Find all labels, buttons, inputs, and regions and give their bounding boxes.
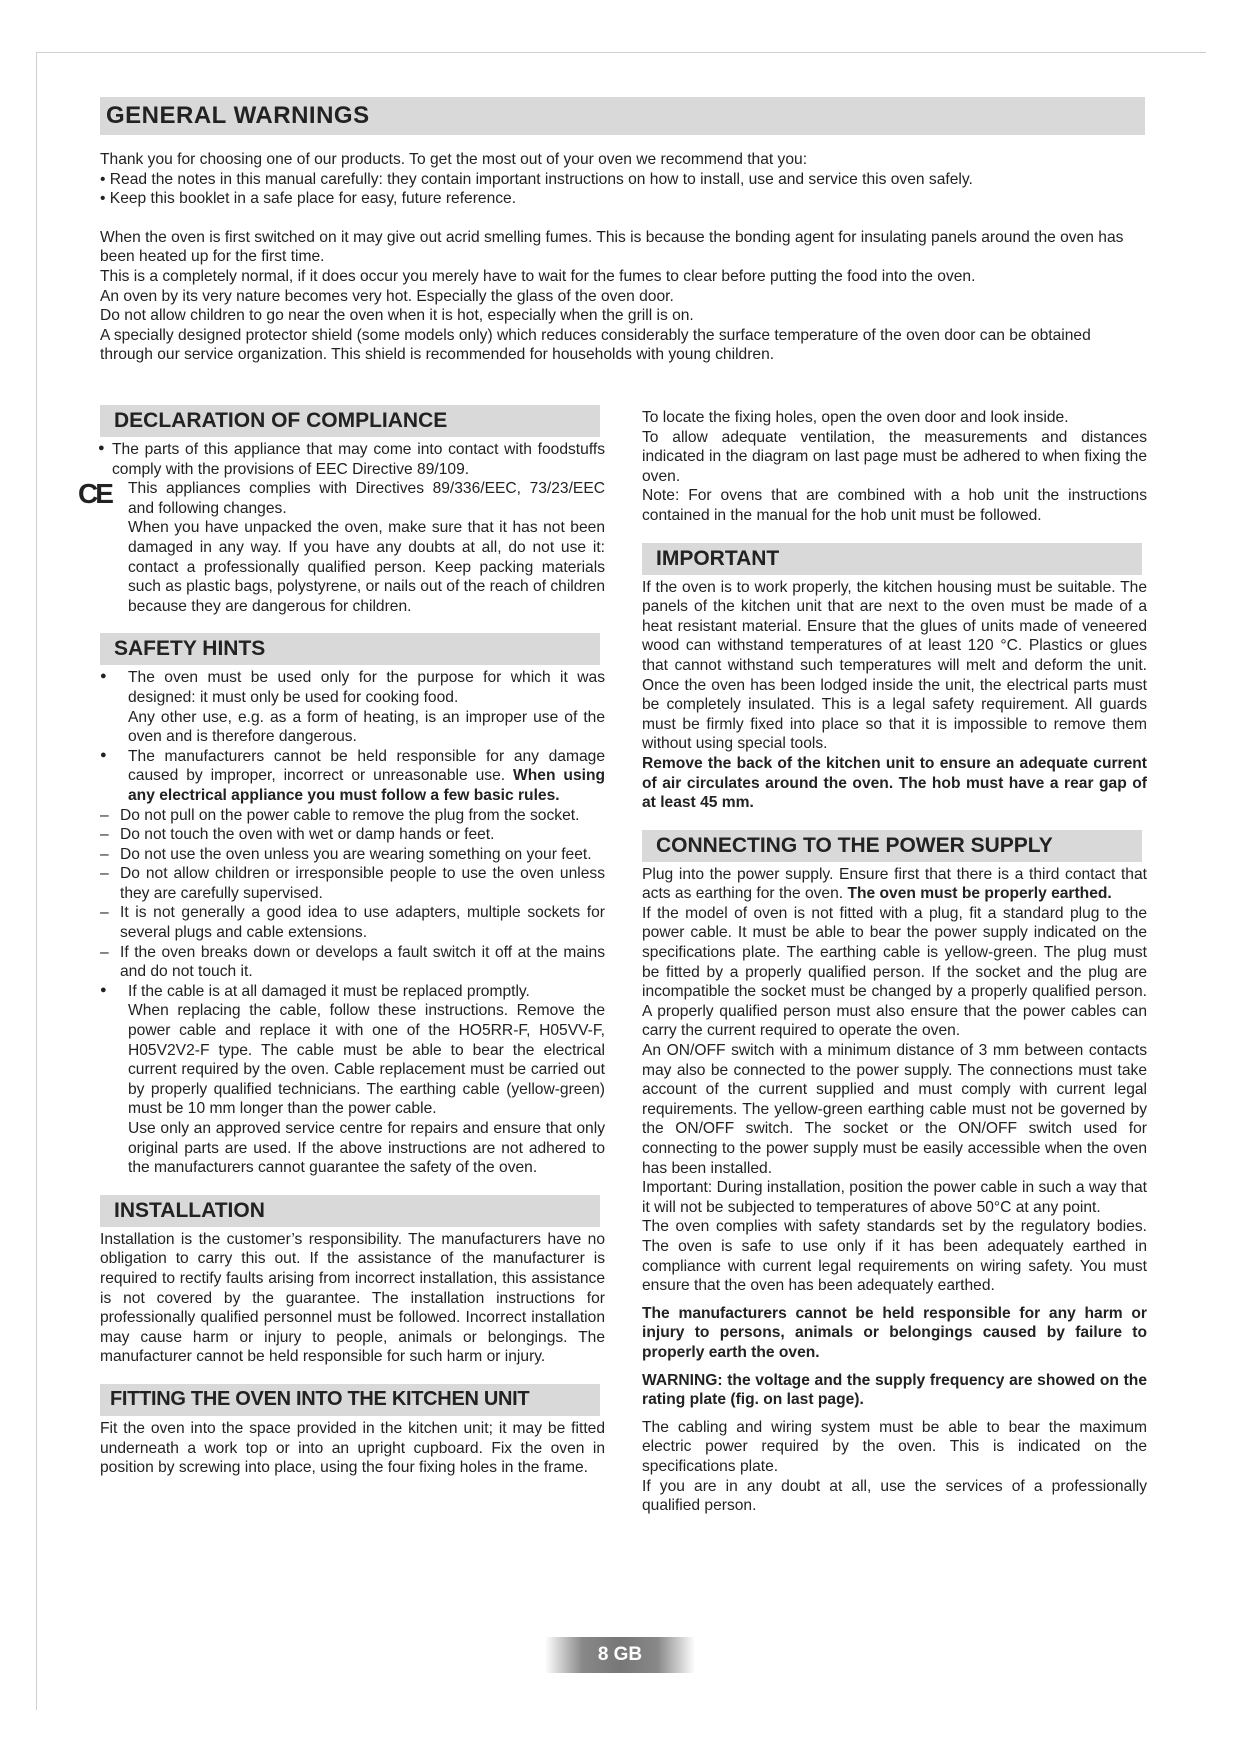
warning-paragraph: A specially designed protector shield (some models only) which reduces considerably the surface temperature of the oven door can be obtained through our service organization. This shield is recommended for households with young children. [100,326,1091,364]
safety-service-centre: Use only an approved service centre for repairs and ensure that only original parts are used. If the above instructions are not adhered to the manufacturers cannot guarantee the safety of the oven. [128,1120,605,1177]
intro-bullet: • Read the notes in this manual carefully: they contain important instructions on how to install, use and service this oven safely. [100,170,973,188]
safety-bullet: ● If the cable is at all damaged it must be replaced promptly. [100,982,605,1002]
installation-text: Installation is the customer’s responsibility. The manufacturers have no obligation to carry this out. If the assistance of the manufacturer is required to rectify faults arising from incorrect installation, this assistance is not covered by the guarantee. The installation instructions for professionally qualified personnel must be followed. Incorrect installation may cause harm or injury to people, animals or belongings. The manufacturer cannot be held responsible for such harm or injury. [100,1230,605,1366]
safety-cable-instructions: When replacing the cable, follow these instructions. Remove the power cable and replace it with one of the HO5RR-F, H05VV-F, H05V2V2-F type. The cable must be able to bear the electrical current required by the oven. Cable replacement must be carried out by properly qualified technicians. The earthing cable (yellow-green) must be 10 mm longer than the power cable. [128,1002,605,1118]
ventilation-text: To allow adequate ventilation, the measurements and distances indicated in the diagram on last page must be adhered to when fixing the oven. [642,428,1147,485]
liability-bold-text: The manufacturers cannot be held responsible for any harm or injury to persons, animals or belongings caused by failure to properly earth the oven. [642,1304,1147,1361]
declaration-heading: DECLARATION OF COMPLIANCE [100,405,600,437]
intro-text: Thank you for choosing one of our products. To get the most out of your oven we recommend that you: [100,151,808,168]
important-text: If the oven is to work properly, the kitchen housing must be suitable. The panels of the kitchen unit that are next to the oven must be made of a heat resistant material. Ensure that the glues of units made of veneered wood can withstand temperatures of at least 120 °C. Plastics or glues that cannot withstand such temperatures will melt and deform the unit. Once the oven has been lodged inside the unit, the electrical parts must be completely insulated. This is a legal safety requirement. All guards must be firmly fixed into place so that it is impossible to remove them without using special tools. [642,578,1147,753]
voltage-warning-text: WARNING: the voltage and the supply frequency are showed on the rating plate (fig. on last page). [642,1371,1147,1409]
safety-subtext: Any other use, e.g. as a form of heating, is an improper use of the oven and is therefore dangerous. [128,708,605,746]
safety-bullet: ● The manufacturers cannot be held responsible for any damage caused by improper, incorrect or unreasonable use. When using any electrical appliance you must follow a few basic rules. [100,747,605,806]
warning-paragraph: This is a completely normal, if it does occur you merely have to wait for the fumes to clear before putting the food into the oven. [100,267,976,285]
power-text: If the model of oven is not fitted with a plug, fit a standard plug to the power cable. It must be able to bear the power supply indicated on the specifications plate. The earthing cable is yellow-green. The plug must be fitted by a properly qualified person. If the socket and the plug are incompatible the socket must be changed by a properly qualified person. A properly qualified person must also ensure that the power cables can carry the current required to operate the oven. [642,904,1147,1040]
power-text: Important: During installation, position the power cable in such a way that it will not be subjected to temperatures of above 50°C at any point. [642,1179,1147,1216]
general-warnings-heading: GENERAL WARNINGS [100,97,1145,135]
general-warnings-body [100,150,1146,365]
fitting-heading: FITTING THE OVEN INTO THE KITCHEN UNIT [100,1384,600,1416]
warning-paragraph: Do not allow children to go near the oven when it is hot, especially when the grill is on. [100,307,694,325]
important-bold-text: Remove the back of the kitchen unit to ensure an adequate current of air circulates around the oven. The hob must have a rear gap of at least 45 mm. [642,754,1147,812]
safety-heading: SAFETY HINTS [100,633,600,665]
power-text: If you are in any doubt at all, use the services of a professionally qualified person. [642,1477,1147,1515]
declaration-directives: This appliances complies with Directives 89/336/EEC, 73/23/EEC and following changes. [128,480,605,517]
fitting-text: Fit the oven into the space provided in the kitchen unit; it may be fitted underneath a work top or into an upright cupboard. Fix the oven in position by screwing into place, using the four fixing holes in the frame. [100,1419,605,1477]
power-supply-heading: CONNECTING TO THE POWER SUPPLY [642,830,1142,862]
declaration-bullet: ● The parts of this appliance that may come into contact with foodstuffs comply with the provisions of EEC Directive 89/109. [100,440,605,479]
installation-heading: INSTALLATION [100,1195,600,1227]
page-frame-top [36,52,1206,53]
important-heading: IMPORTANT [642,543,1142,575]
page-number: 8 GB [545,1637,695,1673]
power-text: The cabling and wiring system must be able to bear the maximum electric power required by the oven. This is indicated on the specifications plate. [642,1418,1147,1475]
safety-rule: – It is not generally a good idea to use adapters, multiple sockets for several plugs and cable extensions. [100,903,605,942]
power-text: The oven complies with safety standards set by the regulatory bodies. The oven is safe to use only if it has been adequately earthed in compliance with current legal requirements on wiring safety. You must ensure that the oven has been adequately earthed. [642,1218,1147,1295]
safety-bullet: ● The oven must be used only for the purpose for which it was designed: it must only be used for cooking food. [100,668,605,707]
safety-rule: – Do not allow children or irresponsible people to use the oven unless they are carefully supervised. [100,864,605,903]
page-frame-left [36,52,37,1710]
safety-rule: – If the oven breaks down or develops a fault switch it off at the mains and do not touch it. [100,943,605,982]
power-text: Plug into the power supply. Ensure first that there is a third contact that acts as earthing for the oven. The oven must be properly earthed. [642,865,1147,903]
earthed-bold: The oven must be properly earthed. [847,885,1112,903]
safety-rule: – Do not touch the oven with wet or damp hands or feet. [100,825,605,845]
safety-rule: – Do not use the oven unless you are wearing something on your feet. [100,845,605,865]
hob-note-text: Note: For ovens that are combined with a hob unit the instructions contained in the manual for the hob unit must be followed. [642,487,1147,524]
intro-bullet: • Keep this booklet in a safe place for easy, future reference. [100,190,517,208]
safety-rules-bold: When using any electrical appliance you must follow a few basic rules. [128,767,605,804]
declaration-unpacking: When you have unpacked the oven, make sure that it has not been damaged in any way. If you have any doubts at all, do not use it: contact a professionally qualified person. Keep packing materials such as plastic bags, polystyrene, or nails out of the reach of children because they are dangerous for children. [128,519,605,615]
safety-rule: – Do not pull on the power cable to remove the plug from the socket. [100,806,605,826]
power-text: An ON/OFF switch with a minimum distance of 3 mm between contacts may also be connected to the power supply. The connections must take account of the current supplied and must comply with current legal requirements. The yellow-green earthing cable must not be governed by the ON/OFF switch. The socket or the ON/OFF switch used for connecting to the power supply must be easily accessible when the oven has been installed. [642,1042,1147,1177]
warning-paragraph: When the oven is first switched on it may give out acrid smelling fumes. This is because the bonding agent for insulating panels around the oven has been heated up for the first time. [100,228,1124,266]
warning-paragraph: An oven by its very nature becomes very hot. Especially the glass of the oven door. [100,287,674,305]
right-column [642,408,1147,1516]
ce-mark: CE [78,478,111,509]
fixing-holes-text: To locate the fixing holes, open the oven door and look inside. [642,409,1069,426]
left-column [100,405,605,1478]
